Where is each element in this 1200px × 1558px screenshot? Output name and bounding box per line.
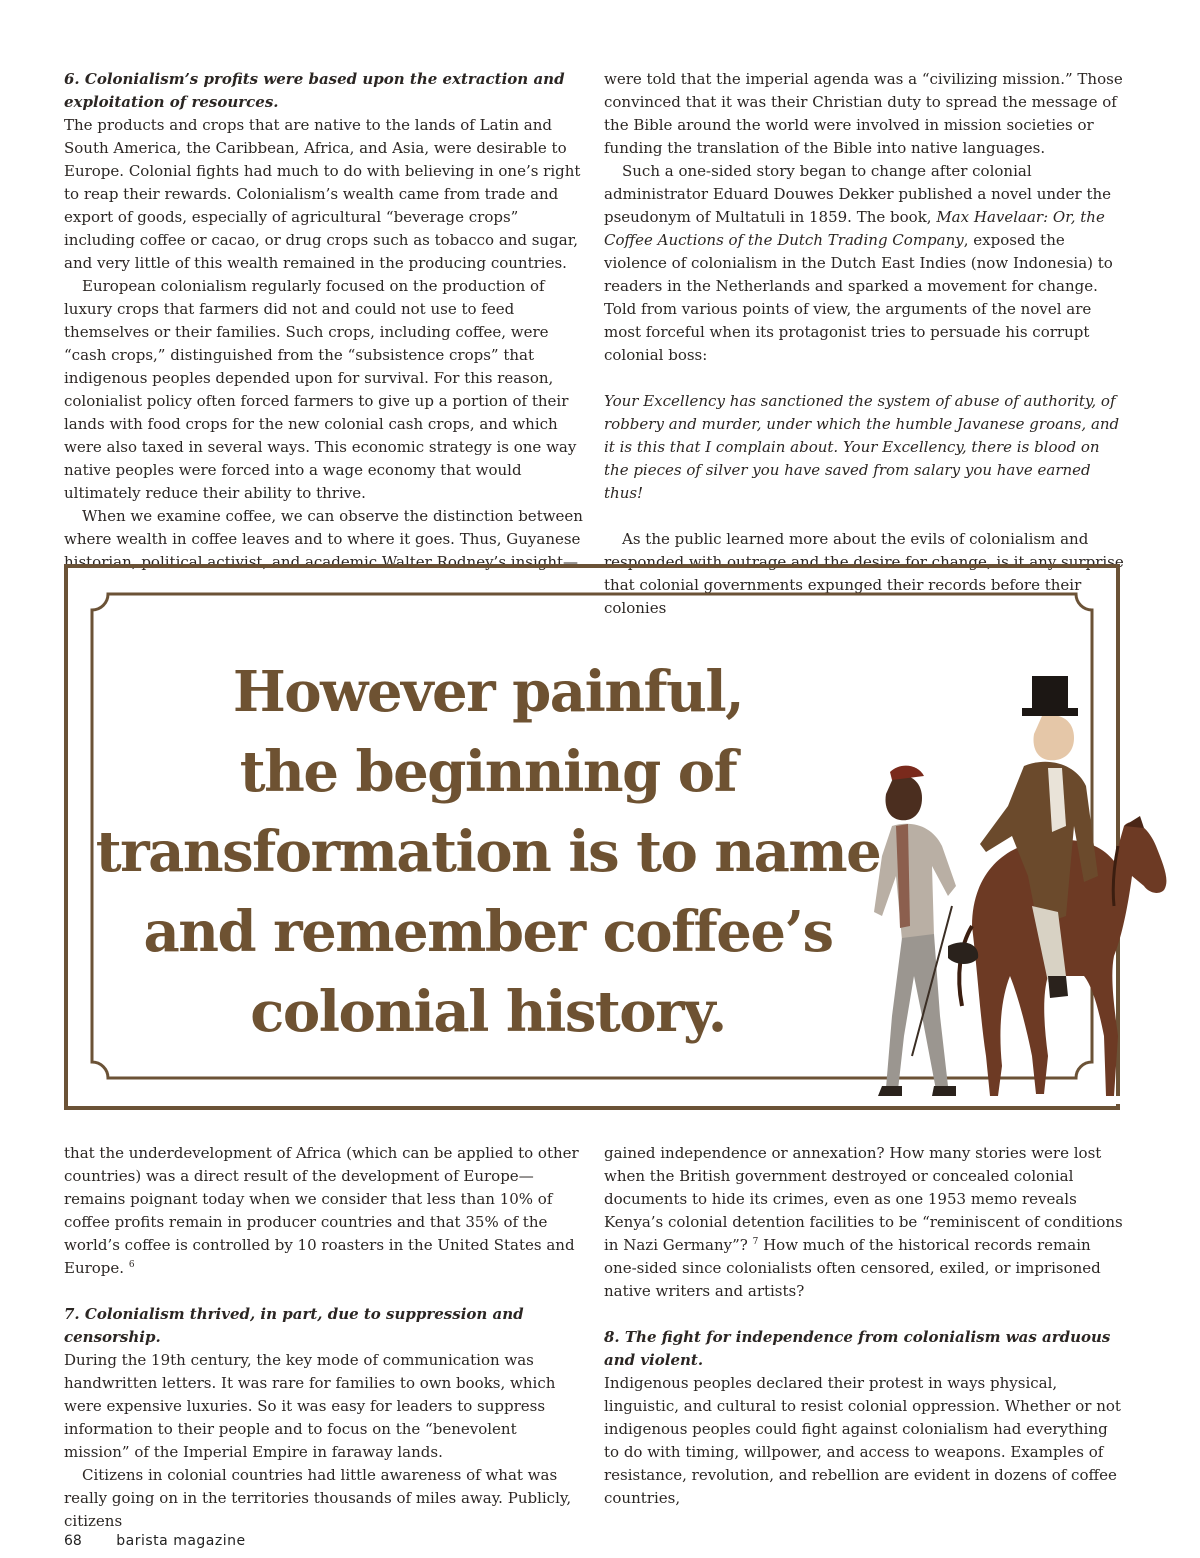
section-6-heading: 6. Colonialism’s profits were based upon the extraction and exploitation of resources. — [64, 70, 565, 111]
pull-quote-line: colonial history. — [250, 979, 726, 1045]
pull-quote — [78, 652, 898, 1052]
pull-quote-line: the beginning of — [239, 739, 737, 805]
paragraph — [604, 160, 1124, 367]
book-title: Max Havelaar: Or, the Coffee Auctions of the Dutch Trading Company — [604, 208, 1105, 249]
paragraph: During the 19th century, the key mode of communication was handwritten letters. It was rare for families to own books, which were expensive luxuries. So it was easy for leaders to suppress information to their people and to focus on the “benevolent mission” of the Imperial Empire in faraway lands. — [64, 1351, 556, 1461]
article-column-top-left — [64, 68, 584, 574]
pull-quote-line: and remember coffee’s — [143, 899, 833, 965]
magazine-name: barista magazine — [116, 1533, 246, 1549]
paragraph: were told that the imperial agenda was a “civilizing mission.” Those convinced that it was their Christian duty to spread the message of the Bible around the world were involved in mission societies or funding the translation of the Bible into native languages. — [604, 70, 1123, 157]
paragraph: As the public learned more about the evils of colonialism and responded with outrage and the desire for change, is it any surprise that colonial governments expunged their records before their colonies — [604, 530, 1124, 617]
paragraph-text: How much of the historical records remain one-sided since colonialists often censored, exiled, or imprisoned native writers and artists? — [604, 1236, 1101, 1300]
pull-quote-line: transformation is to name — [95, 819, 881, 885]
article-column-top-right — [604, 68, 1124, 620]
article-column-bottom-right — [604, 1142, 1124, 1510]
paragraph-text: , exposed the violence of colonialism in the Dutch East Indies (now Indonesia) to readers in the Netherlands and sparked a movement for change. Told from various points of view, the arguments of the novel are most forceful when its protagonist tries to persuade his corrupt colonial boss: — [604, 231, 1113, 364]
pull-quote-line: However painful, — [232, 659, 744, 725]
paragraph — [604, 1142, 1124, 1303]
paragraph-text: Such a one-sided story began to change after colonial administrator Eduard Douwes Dekker published a novel under the pseudonym of Multatuli in 1859. The book, — [604, 162, 1112, 226]
paragraph: Citizens in colonial countries had little awareness of what was really going on in the territories thousands of miles away. Publicly, citizens — [64, 1466, 572, 1530]
paragraph: When we examine coffee, we can observe the distinction between where wealth in coffee leaves and to where it goes. Thus, Guyanese historian, political activist, and academic Walter Rodney’s insight— — [64, 507, 583, 571]
page-number: 68 — [64, 1533, 82, 1549]
paragraph: Indigenous peoples declared their protest in ways physical, linguistic, and cultural to resist colonial oppression. Whether or not indigenous peoples could fight against colonialism had everything to do with timing, willpower, and access to weapons. Examples of resistance, revolution, and rebellion are evident in dozens of coffee countries, — [604, 1374, 1121, 1507]
footnote-marker: 6 — [128, 1260, 135, 1270]
page-footer — [64, 1533, 246, 1549]
paragraph-text: gained independence or annexation? How many stories were lost when the British government destroyed or concealed colonial documents to hide its crimes, even as one 1953 memo reveals Kenya’s colonial detention facilities to be “reminiscent of conditions in Nazi Germany”? — [604, 1144, 1123, 1254]
block-quote: Your Excellency has sanctioned the system of abuse of authority, of robbery and murder, under which the humble Javanese groans, and it is this that I complain about. Your Excellency, there is blood on the pieces of silver you have saved from salary you have earned thus! — [604, 392, 1120, 502]
section-7-heading: 7. Colonialism thrived, in part, due to suppression and censorship. — [64, 1305, 524, 1346]
paragraph — [64, 1142, 584, 1280]
article-column-bottom-left — [64, 1142, 584, 1533]
footnote-marker: 7 — [752, 1237, 759, 1247]
section-8-heading: 8. The fight for independence from colonialism was arduous and violent. — [604, 1328, 1111, 1369]
paragraph: The products and crops that are native to the lands of Latin and South America, the Caribbean, Africa, and Asia, were desirable to Europe. Colonial fights had much to do with believing in one’s right to reap their rewards. Colonialism’s wealth came from trade and export of goods, especially of agricultural “beverage crops” including coffee or cacao, or drug crops such as tobacco and sugar, and very little of this wealth remained in the producing countries. — [64, 116, 581, 272]
paragraph-text: that the underdevelopment of Africa (which can be applied to other countries) was a direct result of the development of Europe—remains poignant today when we consider that less than 10% of coffee profits remain in producer countries and that 35% of the world’s coffee is controlled by 10 roasters in the United States and Europe. — [64, 1144, 579, 1277]
paragraph: European colonialism regularly focused on the production of luxury crops that farmers did not and could not use to feed themselves or their families. Such crops, including coffee, were “cash crops,” distinguished from the “subsistence crops” that indigenous peoples depended upon for survival. For this reason, colonialist policy often forced farmers to give up a portion of their lands with food crops for the new colonial cash crops, and which were also taxed in several ways. This economic strategy is one way native peoples were forced into a wage economy that would ultimately reduce their ability to thrive. — [64, 277, 577, 502]
colonial-rider-illustration-icon — [852, 676, 1170, 1104]
